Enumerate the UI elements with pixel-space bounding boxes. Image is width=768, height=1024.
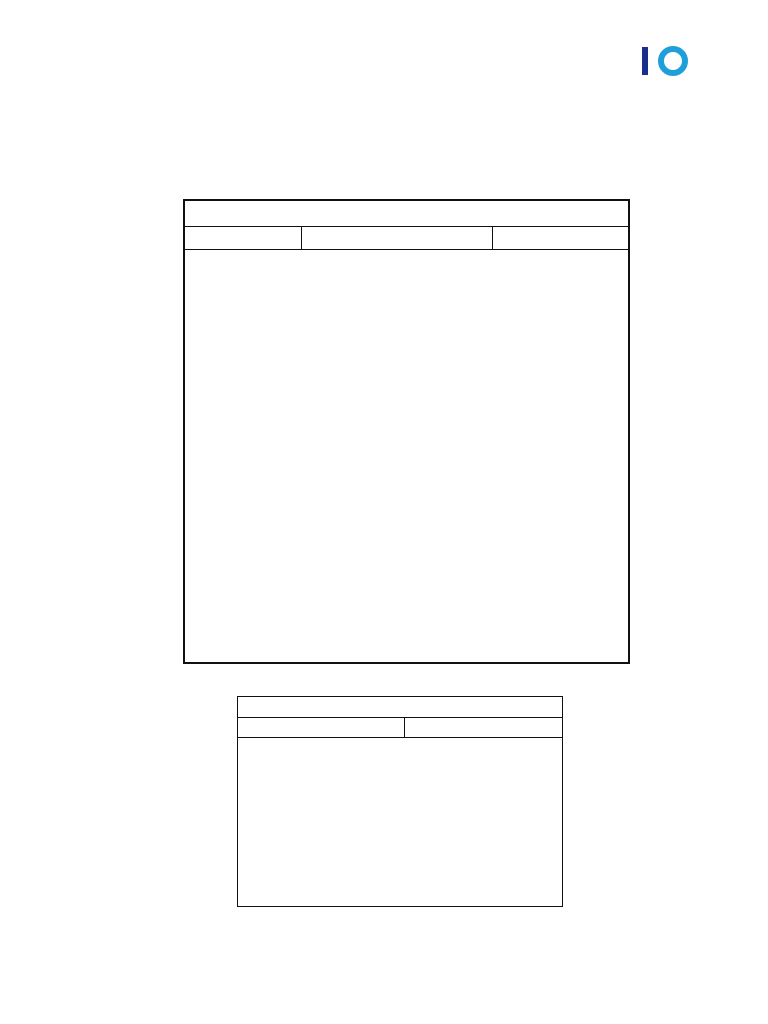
header-name (492, 227, 632, 249)
header-name (404, 718, 562, 737)
header-tautology (301, 227, 492, 249)
table2-caption (238, 697, 562, 718)
table2-header-row (238, 718, 562, 738)
table1-header-row (185, 227, 628, 250)
header-rule (185, 227, 301, 249)
header-rule (238, 718, 404, 737)
inference-rules-table (183, 199, 630, 664)
table1-caption (185, 201, 628, 227)
quantified-rules-table (237, 696, 563, 907)
io-logo-icon (640, 44, 692, 78)
